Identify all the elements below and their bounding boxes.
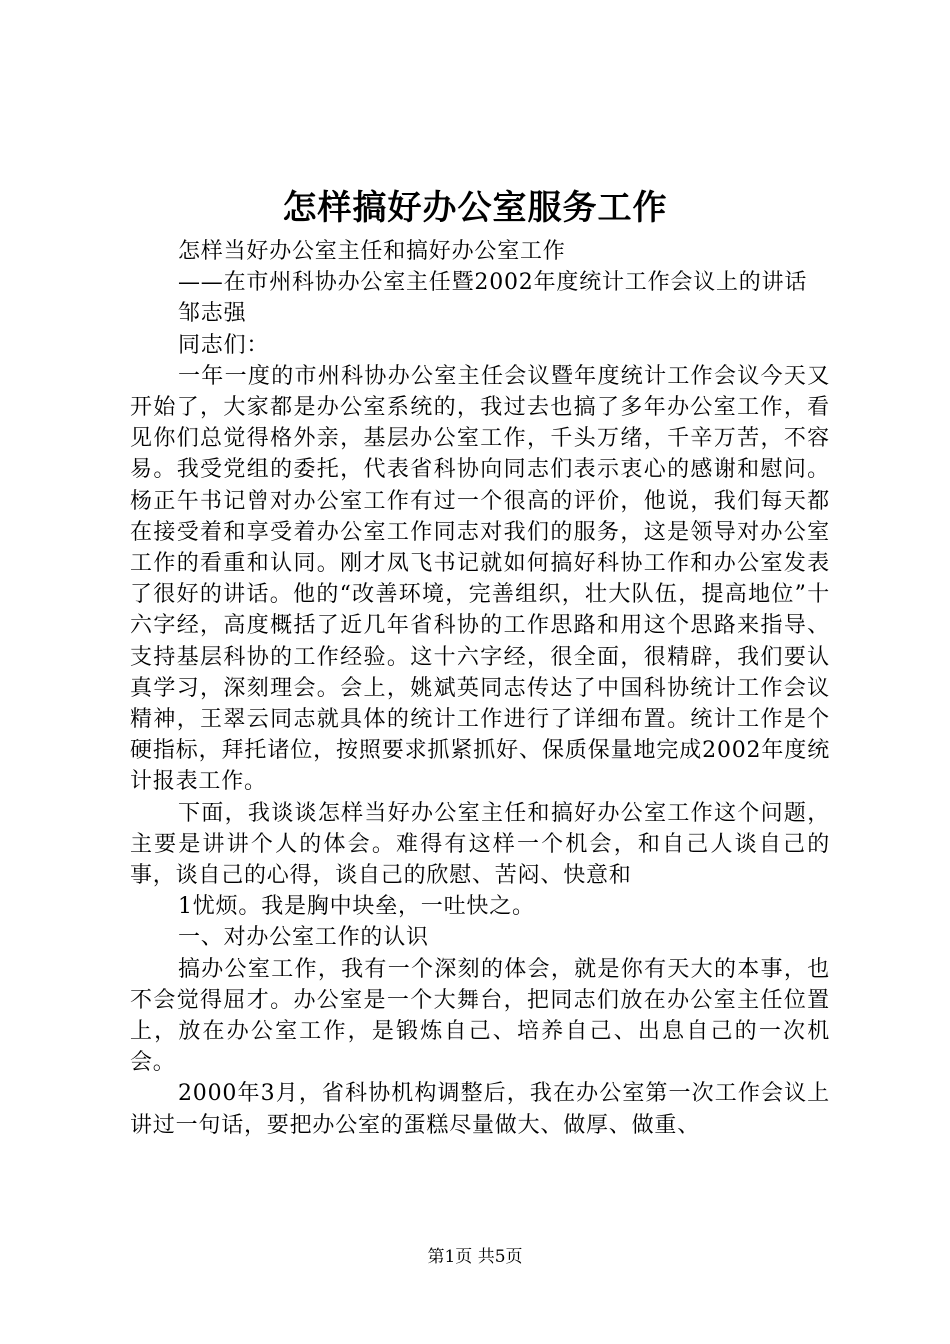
document-title: 怎样搞好办公室服务工作 (282, 188, 668, 228)
body-paragraph: 搞办公室工作，我有一个深刻的体会，就是你有天大的本事，也不会觉得屈才。办公室是一个大舞台，把同志们放在办公室主任位置上，放在办公室工作，是锻炼自己、培养自己、出息自己的一次机会。 (130, 956, 830, 1076)
speech-title: 怎样当好办公室主任和搞好办公室工作 (178, 239, 566, 264)
speech-subtitle: ——在市州科协办公室主任暨2002年度统计工作会议上的讲话 (178, 270, 808, 296)
page-footer: 第1页 共5页 (427, 1247, 523, 1267)
body-paragraph: 1忧烦。我是胸中块垒，一吐快之。 (178, 894, 535, 920)
speaker-name: 邹志强 (178, 301, 247, 327)
body-paragraph: 下面，我谈谈怎样当好办公室主任和搞好办公室工作这个问题，主要是讲讲个人的体会。难得有这样一个机会，和自己人谈自己的事，谈自己的心得，谈自己的欣慰、苦闷、快意和 (130, 800, 830, 889)
body-paragraph: 2000年3月，省科协机构调整后，我在办公室第一次工作会议上讲过一句话，要把办公室的蛋糕尽量做大、做厚、做重、 (130, 1081, 830, 1138)
body-paragraph: 一年一度的市州科协办公室主任会议暨年度统计工作会议今天又开始了，大家都是办公室系统的，我过去也搞了多年办公室工作，看见你们总觉得格外亲，基层办公室工作，千头万绪，千辛万苦，不容易。我受党组的委托，代表省科协向同志们表示衷心的感谢和慰问。杨正午书记曾对办公室工作有过一个很高的评价，他说，我们每天都在接受着和享受着办公室工作同志对我们的服务，这是领导对办公室工作的看重和认同。刚才凤飞书记就如何搞好科协工作和办公室发表了很好的讲话。他的“改善环境，完善组织，壮大队伍，提高地位”十六字经，高度概括了近几年省科协的工作思路和用这个思路来指导、支持基层科协的工作经验。这十六字经，很全面，很精辟，我们要认真学习，深刻理会。会上，姚斌英同志传达了中国科协统计工作会议精神，王翠云同志就具体的统计工作进行了详细布置。统计工作是个硬指标，拜托诸位，按照要求抓紧抓好、保质保量地完成2002年度统计报表工作。 (130, 363, 830, 795)
section-heading: 一、对办公室工作的认识 (178, 925, 429, 951)
salutation: 同志们： (178, 332, 270, 358)
document-body (130, 236, 830, 1141)
